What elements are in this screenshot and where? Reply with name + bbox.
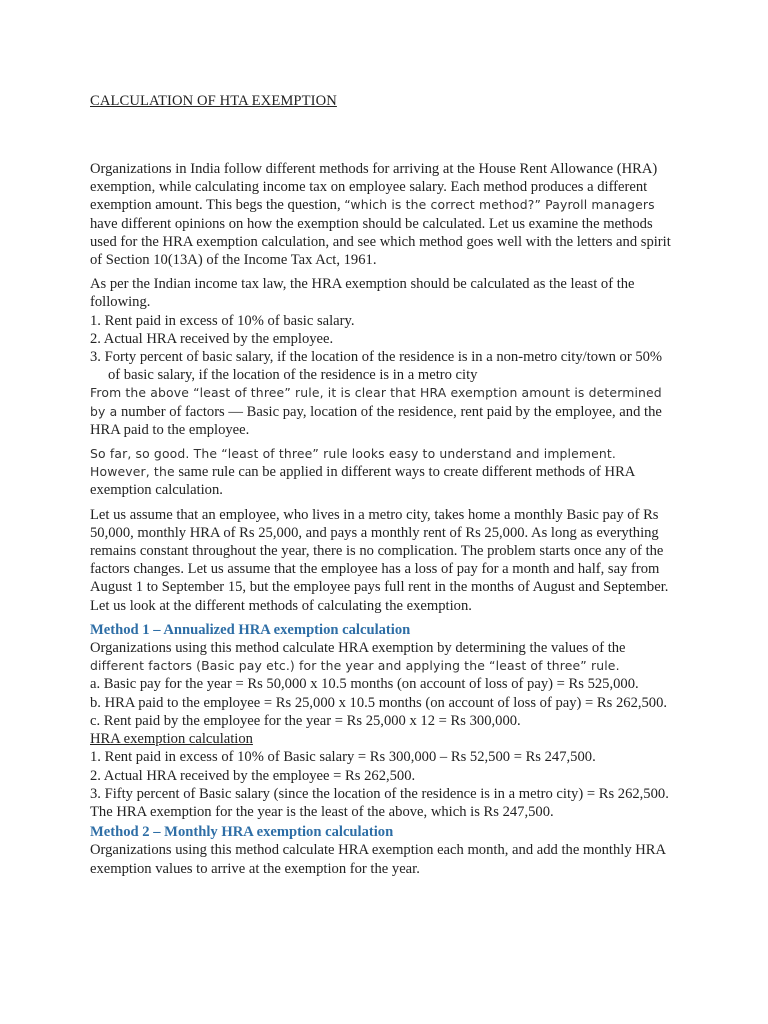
calc-item: 2. Actual HRA received by the employee = Rs 262,500.	[90, 767, 416, 784]
method1-intro	[90, 639, 672, 675]
so-far-sans: So far, so good. The “least of three” rule looks easy to understand and implement. However, the	[90, 446, 617, 480]
method2-section	[90, 823, 672, 878]
intro-paragraph	[90, 160, 672, 269]
method1-section	[90, 621, 672, 821]
rule-item: 3. Forty percent of basic salary, if the location of the residence is in a non-metro city/town or 50% of basic salary, if the location of the residence is in a metro city	[90, 349, 663, 384]
rule-item: 2. Actual HRA received by the employee.	[90, 330, 334, 347]
method1-factor-list	[90, 675, 672, 730]
method2-intro: Organizations using this method calculate HRA exemption each month, and add the monthly HRA exemption values to arrive at the exemption for the year.	[90, 842, 666, 877]
intro-part2: have different opinions on how the exemption should be calculated. Let us examine the methods used for the HRA exemption calculation, and see which method goes well with the letters and spirit of Section 10(13A) of the Income Tax Act, 1961.	[90, 215, 671, 269]
calc-list	[90, 748, 672, 803]
method1-intro-serif: Organizations using this method calculate HRA exemption by determining the values of the	[90, 640, 626, 657]
factor-item: b. HRA paid to the employee = Rs 25,000 x 10.5 months (on account of loss of pay) = Rs 262,500.	[90, 694, 668, 711]
method1-intro-sans: different factors (Basic pay etc.) for the year and applying the “least of three” rule.	[90, 658, 620, 674]
calc-item: 3. Fifty percent of Basic salary (since the location of the residence is in a metro city) = Rs 262,500.	[90, 785, 669, 802]
calc-item: 1. Rent paid in excess of 10% of Basic salary = Rs 300,000 – Rs 52,500 = Rs 247,500.	[90, 749, 596, 766]
rule-list	[90, 312, 672, 385]
intro-part1: Organizations in India follow different methods for arriving at the House Rent Allowance (HRA) exemption, while calculating income tax on employee salary. Each method produces a different exemption amount. This begs the question,	[90, 161, 658, 214]
so-far-rest: same rule can be applied in different ways to create different methods of HRA exemption calculation.	[90, 464, 635, 499]
rule-conclusion	[90, 384, 672, 439]
rule-lead: As per the Indian income tax law, the HRA exemption should be calculated as the least of the following.	[90, 276, 635, 311]
calc-heading: HRA exemption calculation	[90, 731, 253, 748]
least-of-rule-section	[90, 275, 672, 439]
document-body	[90, 160, 672, 878]
method1-heading: Method 1 – Annualized HRA exemption calculation	[90, 621, 411, 638]
document-page	[90, 0, 672, 1024]
factor-item: a. Basic pay for the year = Rs 50,000 x 10.5 months (on account of loss of pay) = Rs 525,000.	[90, 676, 639, 693]
document-title: CALCULATION OF HTA EXEMPTION	[90, 93, 337, 109]
method2-heading: Method 2 – Monthly HRA exemption calculation	[90, 824, 394, 841]
rule-conclusion-rest: number of factors — Basic pay, location of the residence, rent paid by the employee, and the HRA paid to the employee.	[90, 403, 662, 438]
factor-item: c. Rent paid by the employee for the year = Rs 25,000 x 12 = Rs 300,000.	[90, 712, 521, 729]
rule-conclusion-sans: From the above “least of three” rule, it is clear that HRA exemption amount is determined by a	[90, 385, 662, 419]
rule-item: 1. Rent paid in excess of 10% of basic salary.	[90, 312, 355, 329]
scenario-paragraph: Let us assume that an employee, who lives in a metro city, takes home a monthly Basic pay of Rs 50,000, monthly HRA of Rs 25,000, and pays a monthly rent of Rs 25,000. As long as everything remains constant throughout the year, there is no complication. The problem starts once any of the factors changes. Let us assume that the employee has a loss of pay for a month and half, say from August 1 to September 15, but the employee pays full rent in the months of August and September. Let us look at the different methods of calculating the exemption.	[90, 506, 669, 614]
intro-question: “which is the correct method?” Payroll managers	[344, 197, 655, 213]
method1-result: The HRA exemption for the year is the least of the above, which is Rs 247,500.	[90, 803, 554, 820]
so-far-paragraph	[90, 445, 672, 500]
